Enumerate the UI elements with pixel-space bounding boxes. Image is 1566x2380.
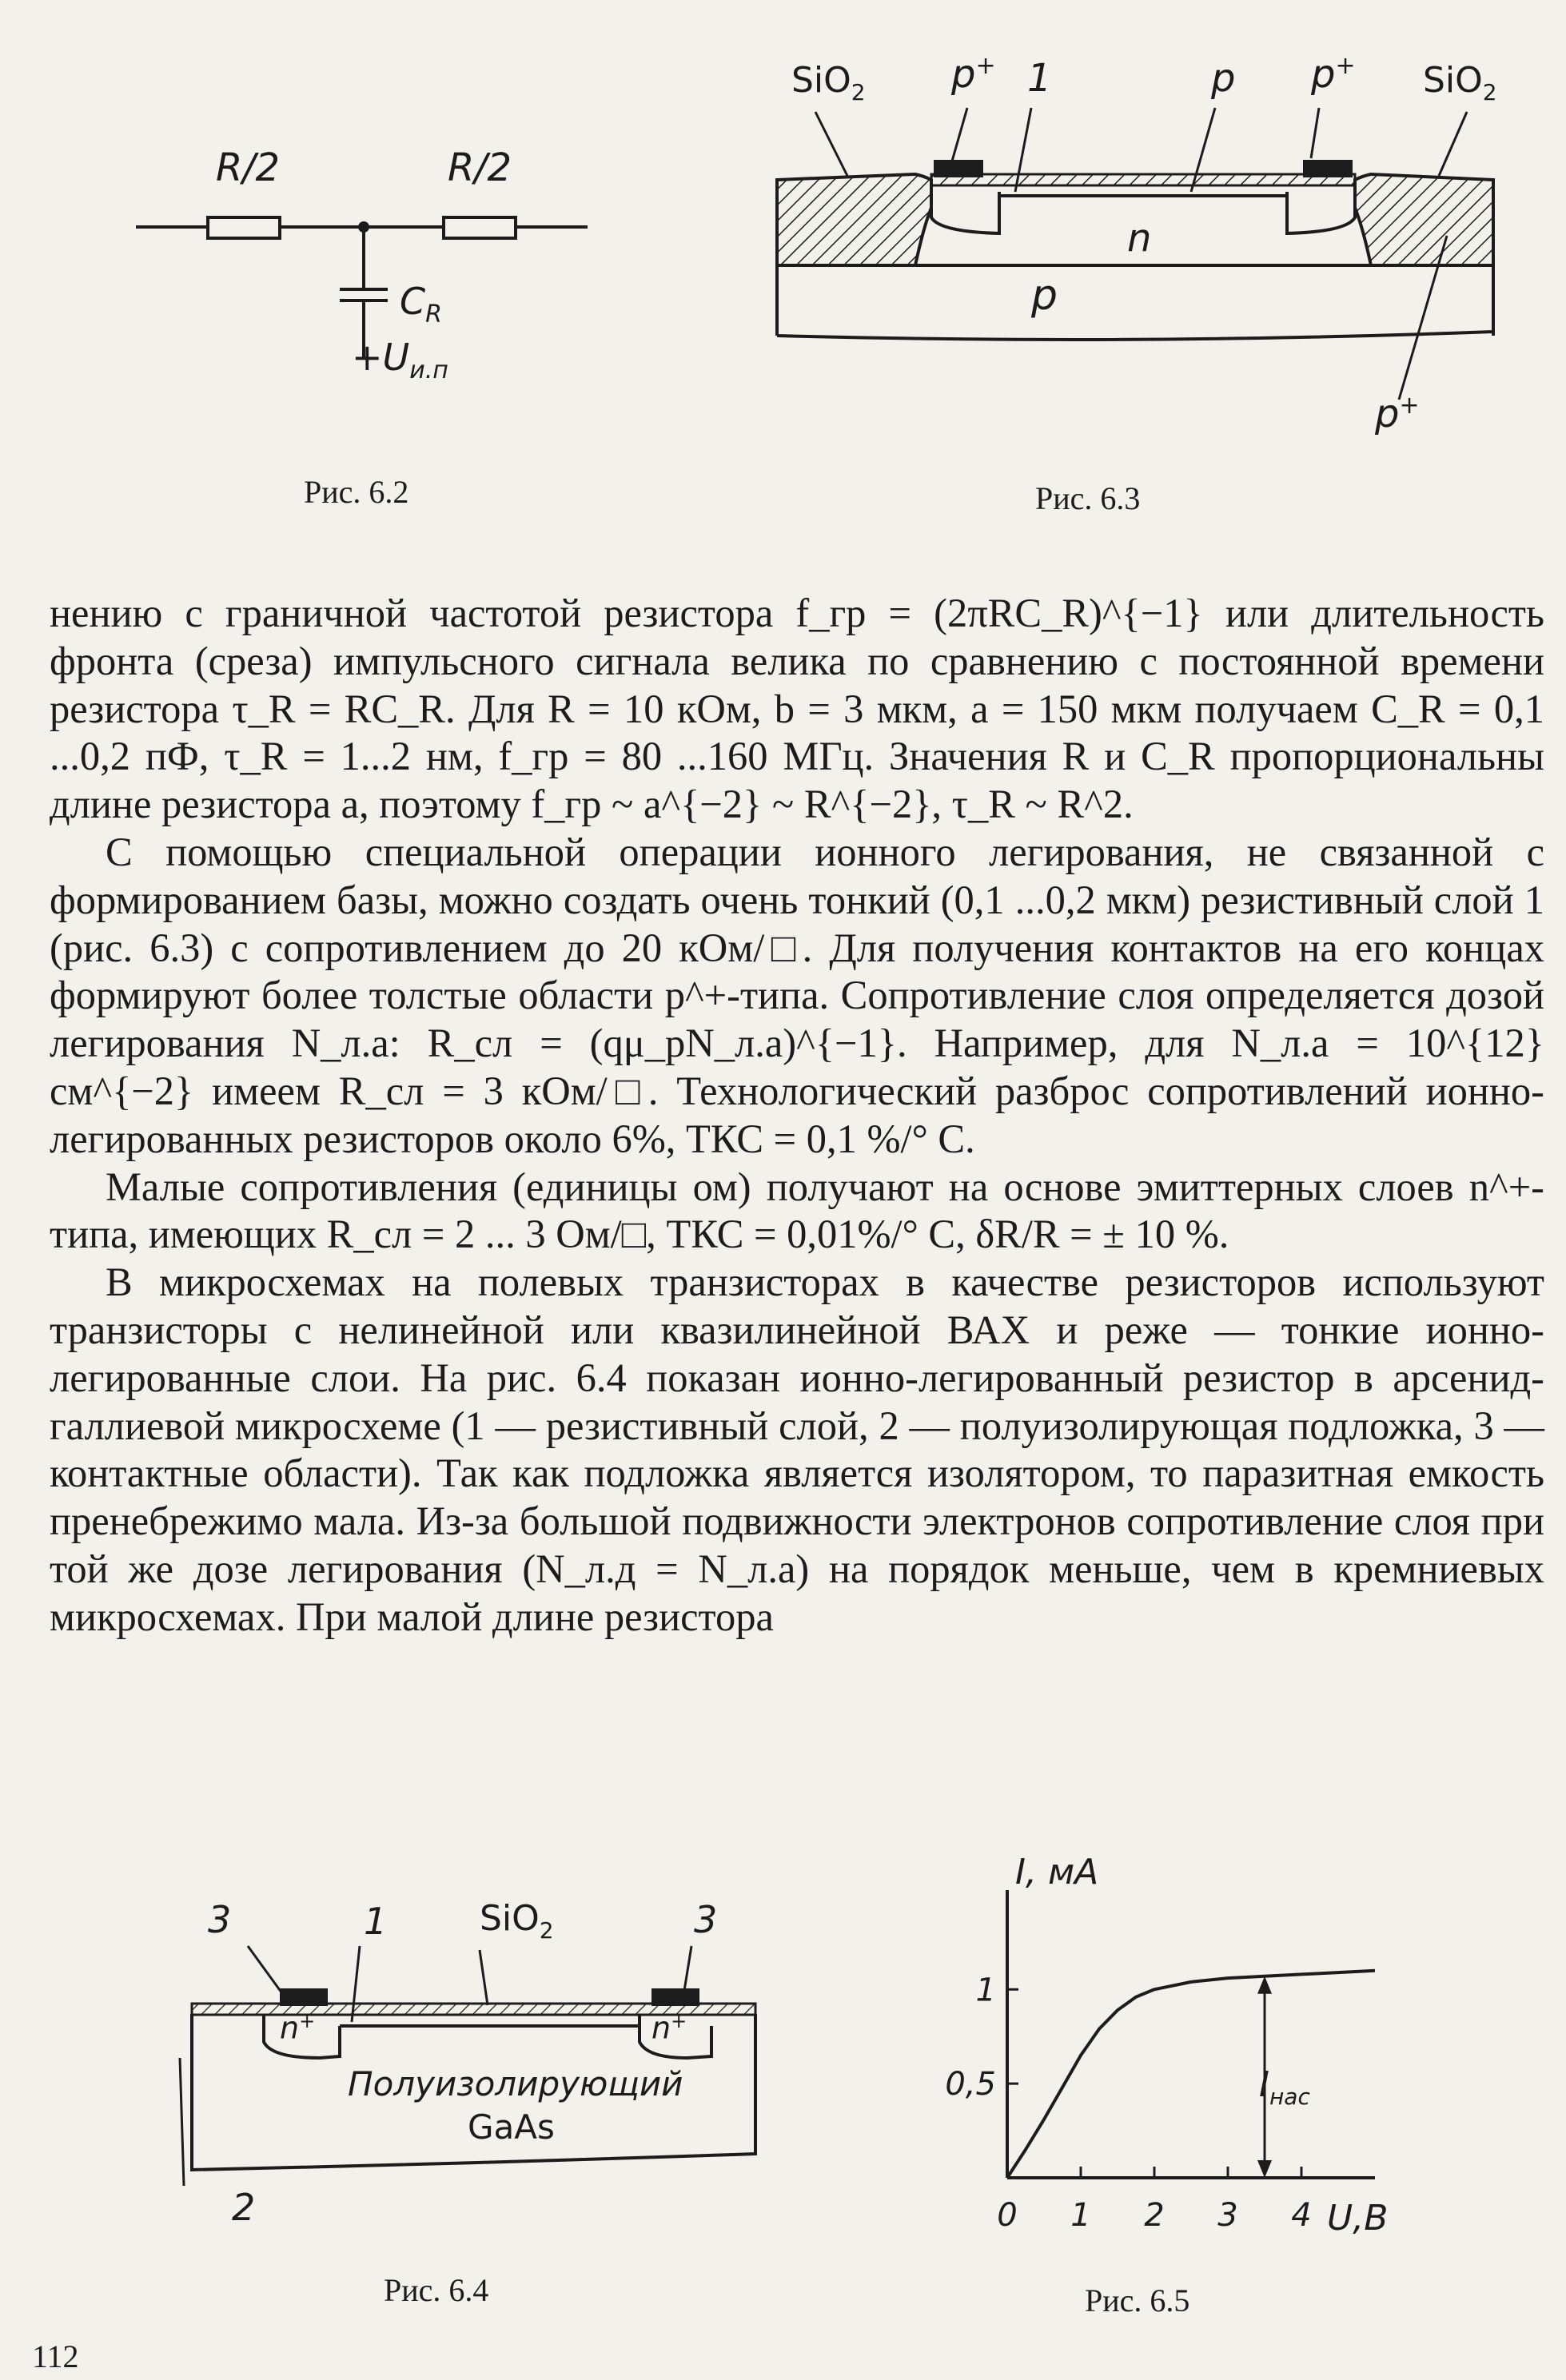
saturation-current-label: $I_{нас}$ bbox=[1259, 2064, 1310, 2110]
paragraph-1: нению с граничной частотой резистора f_гр = (2πRC_R)^{−1} или длительность фронта (среза) импульсного сигнала велика по сравнению с постоянной времени резистора τ_R = RC_R. Для R = 10 кОм, b = 3 мкм, a = 150 мкм получаем C_R = 0,1 ...0,2 пФ, τ_R = 1...2 нм, f_гр = 80 ...160 МГц. Значения R и C_R пропорциональны длине резистора a, поэтому f_гр ~ a^{−2} ~ R^{−2}, τ_R ~ R^2. bbox=[50, 591, 1544, 827]
label-contact-3-right: 3 bbox=[694, 1898, 718, 1941]
label-substrate-material: GaAs bbox=[468, 2107, 555, 2147]
figure-6-2 bbox=[128, 144, 608, 408]
label-contact-3-left: 3 bbox=[208, 1898, 232, 1941]
label-supply-voltage: $+U_{и.п}$ bbox=[352, 336, 448, 385]
label-p-plus-right: p+ bbox=[1311, 52, 1356, 97]
label-p-plus-left: p+ bbox=[951, 52, 996, 97]
y-axis-label: I, мА bbox=[1015, 1852, 1099, 1892]
page-number: 112 bbox=[32, 2338, 79, 2374]
label-p-substrate: p bbox=[1031, 272, 1058, 320]
x-tick-label: 3 bbox=[1217, 2197, 1238, 2234]
label-p-top: p bbox=[1211, 56, 1236, 101]
label-capacitor: $C_R$ bbox=[400, 280, 442, 329]
caption-fig-6-2: Рис. 6.2 bbox=[304, 474, 409, 510]
caption-fig-6-4: Рис. 6.4 bbox=[384, 2272, 489, 2308]
figure-6-5 bbox=[927, 1852, 1423, 2250]
label-r-half-right: R/2 bbox=[448, 145, 512, 190]
iv-characteristic-chart bbox=[927, 1858, 1423, 2250]
label-sio2: SiO$_2$ bbox=[480, 1898, 554, 1944]
figure-6-4 bbox=[160, 1898, 783, 2242]
caption-fig-6-3: Рис. 6.3 bbox=[1035, 480, 1141, 516]
y-tick-label: 1 bbox=[975, 1972, 996, 2009]
label-p-plus-bottom: p+ bbox=[1375, 392, 1420, 436]
x-axis-label: U,B bbox=[1327, 2198, 1389, 2239]
iv-curve-line bbox=[1007, 1971, 1375, 2178]
label-n-region: n bbox=[1127, 216, 1152, 261]
label-n-plus-right: n+ bbox=[652, 2010, 687, 2046]
label-r-half-left: R/2 bbox=[216, 145, 281, 190]
label-sio2-right: SiO$_2$ bbox=[1423, 60, 1497, 105]
label-sio2-left: SiO$_2$ bbox=[791, 60, 866, 105]
x-tick-label: 4 bbox=[1291, 2197, 1312, 2234]
y-tick-label: 0,5 bbox=[945, 2066, 996, 2103]
paragraph-3: Малые сопротивления (единицы ом) получают на основе эмиттерных слоев n^+-типа, имеющих R_сл = 2 ... 3 Ом/□, ТКС = 0,01%/° С, δR/R = ± 10 %. bbox=[50, 1164, 1544, 1257]
paragraph-4: В микросхемах на полевых транзисторах в качестве резисторов используют транзисторы с нелинейной или квазилинейной ВАХ и реже — тонкие ионно-легированные слои. На рис. 6.4 показан ионно-легированный резистор в арсенид-галлиевой микросхеме (1 — резистивный слой, 2 — полуизолирующая подложка, 3 — контактные области). Так как подложка является изолятором, то паразитная емкость пренебрежимо мала. Из-за большой подвижности электронов сопротивление слоя при той же дозе легирования (N_л.д = N_л.а) на порядок меньше, чем в кремниевых микросхемах. При малой длине резистора bbox=[50, 1260, 1544, 1639]
paragraph-2: С помощью специальной операции ионного легирования, не связанной с формированием базы, можно создать очень тонкий (0,1 ...0,2 мкм) резистивный слой 1 (рис. 6.3) с сопротивлением до 20 кОм/□. Для получения контактов на его концах формируют более толстые области p^+-типа. Сопротивление слоя определяется дозой легирования N_л.а: R_сл = (qμ_pN_л.а)^{−1}. Например, для N_л.а = 10^{12} см^{−2} имеем R_сл = 3 кОм/□. Технологический разброс сопротивлений ионно-легированных резисторов около 6%, ТКС = 0,1 %/° С. bbox=[50, 829, 1544, 1161]
saturation-arrow-head-bottom bbox=[1257, 2160, 1272, 2178]
caption-fig-6-5: Рис. 6.5 bbox=[1085, 2282, 1190, 2318]
label-n-plus-left: n+ bbox=[280, 2010, 316, 2046]
label-substrate-2: 2 bbox=[232, 2186, 256, 2229]
label-layer-1: 1 bbox=[1027, 56, 1052, 101]
x-tick-label: 1 bbox=[1070, 2197, 1091, 2234]
label-resistive-layer-1: 1 bbox=[364, 1900, 388, 1943]
x-tick-label: 0 bbox=[997, 2197, 1018, 2234]
body-text bbox=[50, 590, 1544, 1642]
saturation-arrow-head-top bbox=[1257, 1976, 1272, 1994]
x-tick-label: 2 bbox=[1144, 2197, 1165, 2234]
label-substrate-name: Полуизолирующий bbox=[348, 2064, 683, 2103]
figure-6-3 bbox=[759, 52, 1511, 456]
